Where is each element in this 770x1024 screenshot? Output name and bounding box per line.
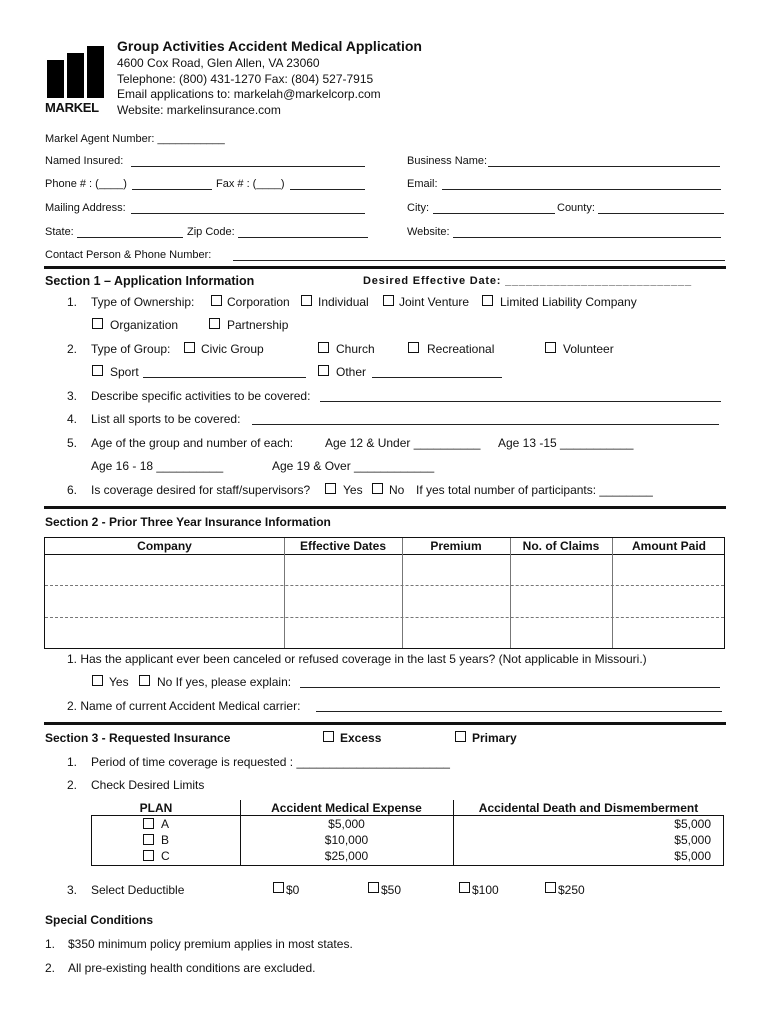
county-field[interactable] (598, 213, 724, 214)
age19-field[interactable]: Age 19 & Over ____________ (272, 459, 435, 473)
participants-field[interactable]: If yes total number of participants: ________ (416, 483, 653, 497)
company-telephone: Telephone: (800) 431-1270 Fax: (804) 527-7915 (117, 72, 374, 86)
church-checkbox[interactable] (318, 342, 329, 353)
zip-label: Zip Code: (187, 226, 235, 238)
website-label: Website: (407, 226, 450, 238)
cancel-yes-checkbox[interactable] (92, 675, 103, 686)
q2-number: 2. (67, 342, 78, 356)
joint-venture-checkbox[interactable] (383, 295, 394, 306)
named-insured-field[interactable] (131, 166, 365, 167)
activities-field[interactable] (320, 401, 721, 402)
condition-text: All pre-existing health conditions are excluded. (68, 961, 316, 975)
s3-q3-number: 3. (67, 883, 78, 897)
phone-field[interactable] (132, 189, 212, 190)
email-label: Email: (407, 178, 438, 190)
individual-checkbox[interactable] (301, 295, 312, 306)
partnership-checkbox[interactable] (209, 318, 220, 329)
staff-yes-label: Yes (343, 483, 363, 497)
age12-field[interactable]: Age 12 & Under __________ (325, 436, 481, 450)
ame-header: Accident Medical Expense (271, 801, 422, 815)
s3-q1-number: 1. (67, 755, 78, 769)
company-email: Email applications to: markelah@markelcorp.com (117, 87, 381, 101)
logo-text: MARKEL (45, 100, 99, 115)
deductible-50-label: $50 (381, 883, 402, 897)
staff-no-label: No (389, 483, 405, 497)
condition-text: $350 minimum policy premium applies in most states. (68, 937, 353, 951)
plan-a-add: $5,000 (674, 817, 711, 831)
condition-number: 1. (45, 937, 56, 951)
other-field[interactable] (372, 377, 502, 378)
volunteer-label: Volunteer (563, 342, 614, 356)
state-label: State: (45, 226, 74, 238)
plan-c-label: C (161, 849, 170, 863)
company-website: Website: markelinsurance.com (117, 103, 281, 117)
plan-b-checkbox[interactable] (143, 834, 154, 845)
llc-label: Limited Liability Company (500, 295, 637, 309)
special-conditions-heading: Special Conditions (45, 913, 154, 927)
section2-heading: Section 2 - Prior Three Year Insurance Information (45, 515, 331, 529)
cancel-no-label: No If yes, please explain: (157, 675, 292, 689)
col-effective-dates: Effective Dates (299, 539, 387, 553)
church-label: Church (336, 342, 375, 356)
recreational-checkbox[interactable] (408, 342, 419, 353)
deductible-250-checkbox[interactable] (545, 882, 556, 893)
q4-number: 4. (67, 412, 78, 426)
q3-number: 3. (67, 389, 78, 403)
email-field[interactable] (442, 189, 721, 190)
state-field[interactable] (77, 237, 183, 238)
add-header: Accidental Death and Dismemberment (478, 801, 699, 815)
deductible-100-label: $100 (472, 883, 499, 897)
q5-label: Age of the group and number of each: (91, 436, 294, 450)
section3-heading: Section 3 - Requested Insurance (45, 731, 231, 745)
s3-q3-label: Select Deductible (91, 883, 185, 897)
table-row[interactable] (45, 586, 724, 617)
fax-label: Fax # : (____) (216, 178, 285, 190)
q6-label: Is coverage desired for staff/supervisors? (91, 483, 311, 497)
q2-label: Type of Group: (91, 342, 171, 356)
llc-checkbox[interactable] (482, 295, 493, 306)
staff-yes-checkbox[interactable] (325, 483, 336, 494)
civic-group-label: Civic Group (201, 342, 264, 356)
s2-q2-label: 2. Name of current Accident Medical carrier: (67, 699, 301, 713)
plan-a-label: A (161, 817, 170, 831)
coverage-period-field[interactable]: Period of time coverage is requested : _______________________ (91, 755, 450, 769)
explain-field[interactable] (300, 687, 720, 688)
plan-c-ame: $25,000 (324, 849, 369, 863)
deductible-100-checkbox[interactable] (459, 882, 470, 893)
plan-c-checkbox[interactable] (143, 850, 154, 861)
joint-venture-label: Joint Venture (399, 295, 470, 309)
recreational-label: Recreational (427, 342, 495, 356)
individual-label: Individual (318, 295, 369, 309)
age13-field[interactable]: Age 13 -15 ___________ (498, 436, 634, 450)
col-company: Company (137, 539, 192, 553)
logo-bar (47, 60, 64, 98)
sports-field[interactable] (252, 424, 719, 425)
q6-number: 6. (67, 483, 78, 497)
primary-checkbox[interactable] (455, 731, 466, 742)
table-row[interactable] (45, 555, 724, 585)
other-label: Other (336, 365, 367, 379)
volunteer-checkbox[interactable] (545, 342, 556, 353)
q5-number: 5. (67, 436, 78, 450)
website-field[interactable] (453, 237, 721, 238)
primary-label: Primary (472, 731, 517, 745)
deductible-50-checkbox[interactable] (368, 882, 379, 893)
fax-field[interactable] (290, 189, 365, 190)
col-premium: Premium (430, 539, 482, 553)
city-field[interactable] (433, 213, 555, 214)
q3-label: Describe specific activities to be covered: (91, 389, 311, 403)
deductible-0-label: $0 (286, 883, 300, 897)
plan-b-label: B (161, 833, 170, 847)
logo-bar (87, 46, 104, 98)
staff-no-checkbox[interactable] (372, 483, 383, 494)
q1-label: Type of Ownership: (91, 295, 195, 309)
other-checkbox[interactable] (318, 365, 329, 376)
s3-q2-label: Check Desired Limits (91, 778, 205, 792)
civic-group-checkbox[interactable] (184, 342, 195, 353)
q1-number: 1. (67, 295, 78, 309)
organization-checkbox[interactable] (92, 318, 103, 329)
carrier-field[interactable] (316, 711, 722, 712)
deductible-250-label: $250 (558, 883, 585, 897)
col-amount-paid: Amount Paid (632, 539, 706, 553)
effective-date-field[interactable]: Desired Effective Date: ___________________________ (363, 275, 692, 287)
section-divider (44, 722, 726, 725)
s2-q1-label: 1. Has the applicant ever been canceled or refused coverage in the last 5 years? (Not applicable in Missouri.) (67, 652, 647, 666)
corporation-label: Corporation (227, 295, 290, 309)
prior-insurance-table (44, 537, 725, 649)
mailing-address-field[interactable] (131, 213, 365, 214)
section1-heading: Section 1 – Application Information (45, 274, 255, 288)
mailing-address-label: Mailing Address: (45, 202, 126, 214)
phone-label: Phone # : (____) (45, 178, 127, 190)
cancel-no-checkbox[interactable] (139, 675, 150, 686)
limits-table (91, 800, 724, 866)
sport-label: Sport (110, 365, 139, 379)
sport-field[interactable] (143, 377, 306, 378)
contact-label: Contact Person & Phone Number: (45, 249, 212, 261)
cancel-yes-label: Yes (109, 675, 129, 689)
plan-b-ame: $10,000 (324, 833, 369, 847)
condition-number: 2. (45, 961, 56, 975)
deductible-0-checkbox[interactable] (273, 882, 284, 893)
plan-header: PLAN (139, 801, 173, 815)
agent-number-field[interactable]: Markel Agent Number: ___________ (45, 133, 225, 145)
named-insured-label: Named Insured: (45, 155, 124, 167)
logo-bar (67, 53, 84, 98)
plan-a-checkbox[interactable] (143, 818, 154, 829)
section-divider (44, 506, 726, 509)
plan-a-ame: $5,000 (328, 817, 365, 831)
corporation-checkbox[interactable] (211, 295, 222, 306)
q4-label: List all sports to be covered: (91, 412, 241, 426)
excess-checkbox[interactable] (323, 731, 334, 742)
section-divider (44, 266, 726, 269)
business-name-field[interactable] (488, 166, 720, 167)
partnership-label: Partnership (227, 318, 289, 332)
plan-b-add: $5,000 (674, 833, 711, 847)
plan-c-add: $5,000 (674, 849, 711, 863)
organization-label: Organization (110, 318, 179, 332)
county-label: County: (557, 202, 595, 214)
zip-field[interactable] (238, 237, 368, 238)
s3-q2-number: 2. (67, 778, 78, 792)
city-label: City: (407, 202, 429, 214)
col-claims: No. of Claims (522, 539, 600, 553)
sport-checkbox[interactable] (92, 365, 103, 376)
business-name-label: Business Name: (407, 155, 488, 167)
table-row[interactable] (45, 618, 724, 648)
excess-label: Excess (340, 731, 382, 745)
contact-field[interactable] (233, 260, 725, 261)
age16-field[interactable]: Age 16 - 18 __________ (91, 459, 224, 473)
page-title: Group Activities Accident Medical Application (117, 38, 422, 54)
company-address: 4600 Cox Road, Glen Allen, VA 23060 (117, 56, 320, 70)
